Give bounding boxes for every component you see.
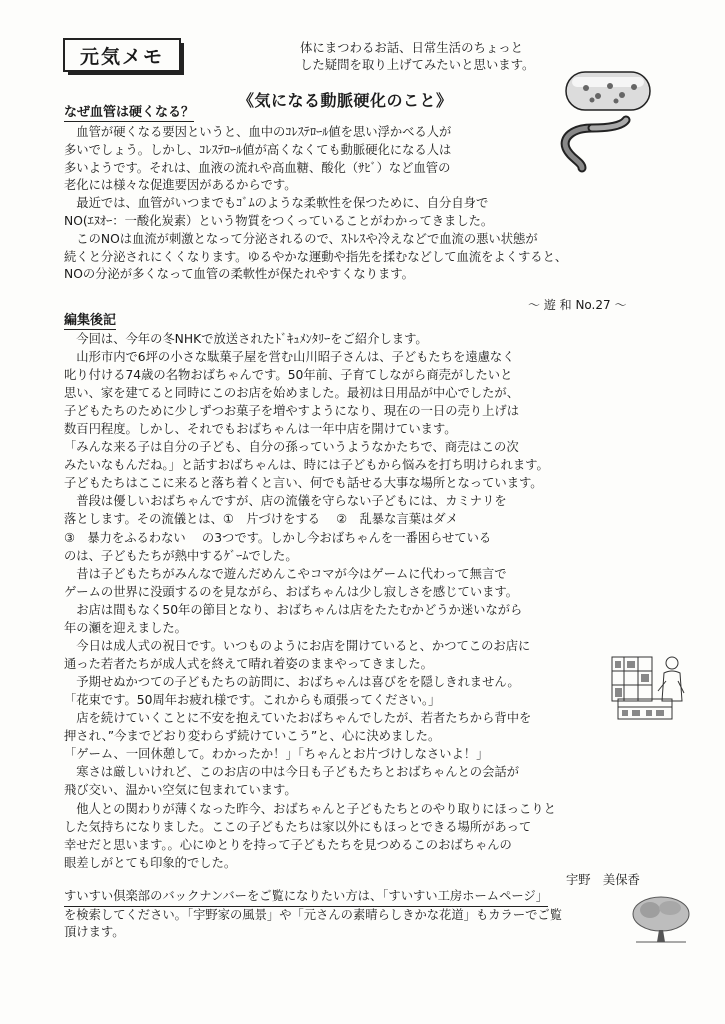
section2-line: 押され、”今までどおり変わらず続けていこう”と、心に決めました。 <box>64 729 441 744</box>
section2-line: 今回は、今年の冬NHKで放送されたﾄﾞｷｭﾒﾝﾀﾘｰをご紹介します。 <box>64 332 428 346</box>
section1-body <box>64 124 584 284</box>
section3-line: した気持ちになりました。ここの子どもたちは家以外にもほっとできる場所があって <box>64 820 532 835</box>
section2-line: 子どもたちはここに来ると落ち着くと言い、何でも話せる大事な場所となっています。 <box>64 476 543 491</box>
section2-line: 飛び交い、温かい空気に包まれています。 <box>64 783 297 798</box>
section2-line: 店を続けていくことに不安を抱えていたおばちゃんでしたが、若者たちから背中を <box>64 710 532 725</box>
section2-line: 子どもたちのために少しずつお菓子を増やすようになり、現在の一日の売り上げは <box>64 404 519 419</box>
section2-line: 年の瀬を迎えました。 <box>64 620 187 635</box>
section2-line: 寒さは厳しいけれど、このお店の中は今日も子どもたちとおばちゃんとの会話が <box>64 765 519 780</box>
section1-line: 老化には様々な促進要因があるからです。 <box>64 178 297 193</box>
section2-body <box>64 330 624 799</box>
section1-line: 多いようです。それは、血液の流れや高血糖、酸化（ｻﾋﾞ）など血管の <box>64 160 451 175</box>
section2-line: 落とします。その流儀とは、① 片づけをする ② 乱暴な言葉はダメ <box>64 512 458 527</box>
author-name: 宇野 美保香 <box>566 873 640 887</box>
footer-note <box>64 888 634 942</box>
issue-number: ～ 遊 和 No.27 ～ <box>528 298 627 312</box>
intro-text: 体にまつわるお話、日常生活のちょっと した疑問を取り上げてみたいと思います。 <box>300 40 535 72</box>
section1-line: 血管が硬くなる要因というと、血中のｺﾚｽﾃﾛｰﾙ値を思い浮かべる人が <box>64 125 452 139</box>
section2-line: 普段は優しいおばちゃんですが、店の流儀を守らない子どもには、カミナリを <box>64 494 507 509</box>
section1-line: 多いでしょう。しかし、ｺﾚｽﾃﾛｰﾙ値が高くなくても動脈硬化になる人は <box>64 142 452 157</box>
genki-memo-badge: 元気メモ <box>63 38 181 72</box>
section2-line: ゲームの世界に没頭するのを見ながら、おばちゃんは少し寂しさを感じています。 <box>64 584 519 599</box>
section3-line: 眼差しがとても印象的でした。 <box>64 856 237 871</box>
section2-line: 叱り付ける74歳の名物おばちゃんです。50年前、子育てしながら商売がしたいと <box>64 368 513 383</box>
section1-line: NO(ｴﾇｵｰ：一酸化炭素）という物質をつくっていることがわかってきました。 <box>64 213 494 228</box>
section2-line: 昔は子どもたちがみんなで遊んだめんこやコマが今はゲームに代わって無言で <box>64 566 507 581</box>
section2-line: 「ゲーム、一回休憩して。わかったか！」「ちゃんとお片づけしなさいよ！」 <box>64 747 489 762</box>
section1-line: 続くと分泌されにくくなります。ゆるやかな運動や指先を揉むなどして血流をよくすると、 <box>64 249 568 264</box>
section2-line: 通った若者たちが成人式を終えて晴れ着姿のままやってきました。 <box>64 656 433 671</box>
section2-heading: 編集後記 <box>64 313 117 328</box>
section3-line: 他人との関わりが薄くなった昨今、おばちゃんと子どもたちとのやり取りにほっこりと <box>64 802 556 816</box>
section2-line: みたいなもんだね。」と話すおばちゃんは、時には子どもから悩みを打ち明けられます。 <box>64 458 549 473</box>
article-title: 《気になる動脈硬化のこと》 <box>238 91 453 110</box>
section2-line: お店は間もなく50年の節目となり、おばちゃんは店をたたむかどうか迷いながら <box>64 602 523 617</box>
candy-shop-illustration <box>610 651 690 721</box>
footer-line: を検索してください。「宇野家の風景」や「元さんの素晴らしきかな花道」もカラーでご覧 <box>64 907 563 922</box>
section3-line: 幸せだと思います。。心にゆとりを持って子どもたちを見つめるこのおばちゃんの <box>64 838 512 853</box>
footer-line: すいすい倶楽部のバックナンバーをご覧になりたい方は、「すいすい工房ホームページ」 <box>64 888 548 907</box>
section2-line: 「花束です。50周年お疲れ様です。これからも頑張ってください。」 <box>64 692 441 707</box>
section3-body <box>64 800 624 872</box>
section2-line: 山形市内で6坪の小さな駄菓子屋を営む山川昭子さんは、子どもたちを遠慮なく <box>64 350 515 365</box>
section1-heading: なぜ血管は硬くなる？ <box>64 105 195 120</box>
section2-line: 数百円程度。しかし、それでもおばちゃんは一年中店を開けています。 <box>64 422 457 437</box>
tree-illustration <box>630 894 692 944</box>
section2-line: のは、子どもたちが熱中するｹﾞｰﾑでした。 <box>64 548 298 563</box>
section2-line: 今日は成人式の祝日です。いつものようにお店を開けていると、かつてこのお店に <box>64 638 531 653</box>
section1-line: NOの分泌が多くなって血管の柔軟性が保たれやすくなります。 <box>64 267 414 282</box>
section1-line: このNOは血流が刺激となって分泌されるので、ｽﾄﾚｽや冷えなどで血流の悪い状態が <box>64 231 538 246</box>
section2-line: 「みんな来る子は自分の子ども、自分の孫っていうようなかたちで、商売はこの次 <box>64 440 519 455</box>
section1-line: 最近では、血管がいつまでもｺﾞﾑのような柔軟性を保つために、自分自身で <box>64 196 489 211</box>
section2-line: 予期せぬかつての子どもたちの訪問に、おばちゃんは喜びをを隠しきれません。 <box>64 674 520 689</box>
section2-line: 思い、家を建てると同時にこのお店を始めました。最初は日用品が中心でしたが、 <box>64 386 519 401</box>
footer-line: 頂けます。 <box>64 925 125 939</box>
section2-line: ③ 暴力をふるわない の3つです。しかし今おばちゃんを一番困らせている <box>64 530 492 545</box>
